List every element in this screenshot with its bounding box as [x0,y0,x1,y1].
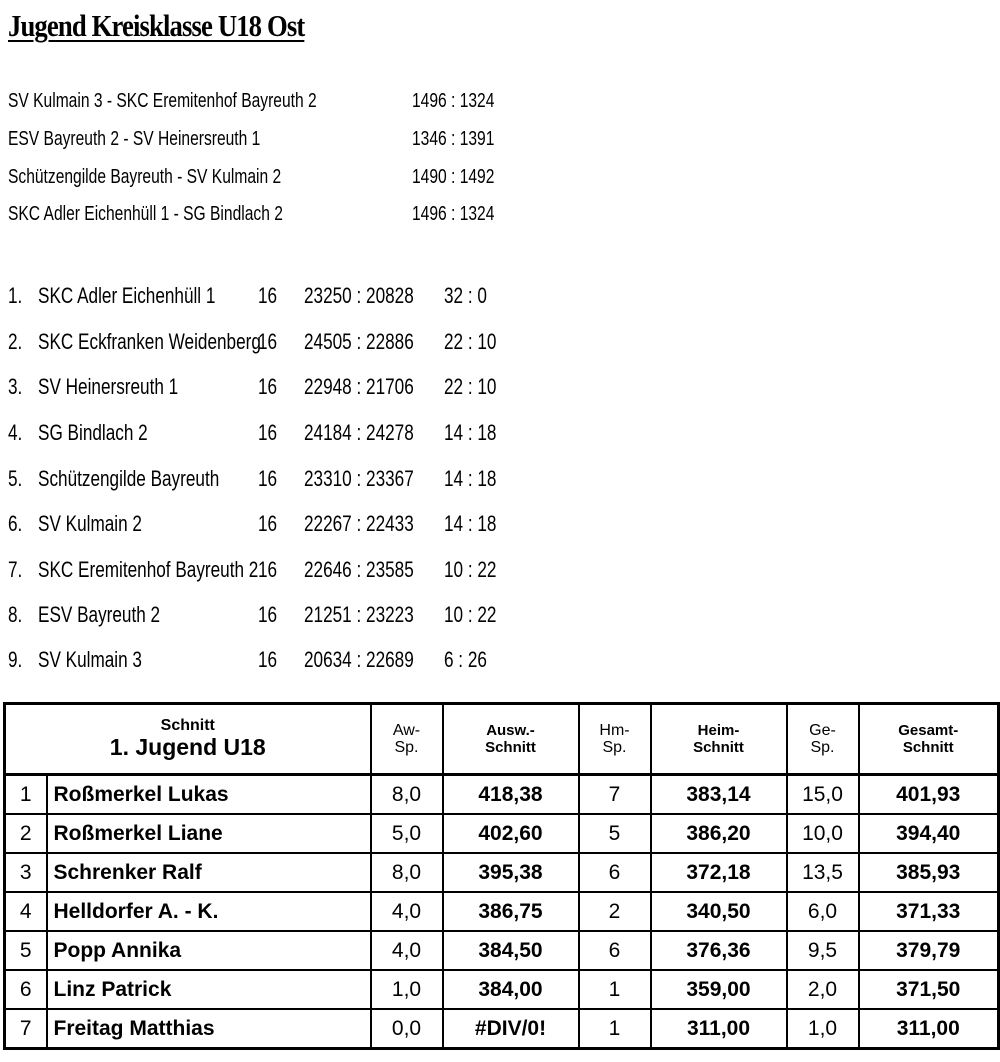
player-hm-sp: 5 [579,814,651,853]
player-aw-sp: 1,0 [371,970,443,1009]
player-aw-sp: 8,0 [371,775,443,815]
player-heim-schnitt: 359,00 [651,970,787,1009]
player-name: Schrenker Ralf [47,853,371,892]
player-name: Popp Annika [47,931,371,970]
header-hm-sp-line2: Sp. [602,739,627,756]
header-aw-sp [371,704,443,775]
player-hm-sp: 6 [579,931,651,970]
player-ge-sp: 15,0 [787,775,859,815]
player-heim-schnitt: 376,36 [651,931,787,970]
player-ge-sp: 6,0 [787,892,859,931]
standings-team: Schützengilde Bayreuth [38,466,220,491]
standings-rank: 4. [8,420,23,445]
standings-pins: 22267 : 22433 [304,511,414,536]
player-name: Roßmerkel Lukas [47,775,371,815]
player-gesamt-schnitt: 394,40 [859,814,999,853]
player-ge-sp: 2,0 [787,970,859,1009]
result-score: 1490 : 1492 [412,166,495,188]
player-average-table [3,702,1000,1050]
standings-games: 16 [258,647,278,672]
player-nr: 3 [5,853,47,892]
player-gesamt-schnitt: 385,93 [859,853,999,892]
standings-pins: 22646 : 23585 [304,557,414,582]
standings-games: 16 [258,557,278,582]
standings-rank: 3. [8,374,23,399]
standings-rank: 7. [8,557,23,582]
standings-team: SV Kulmain 3 [38,647,142,672]
table-row [5,775,999,815]
header-team-name: 1. Jugend U18 [109,734,266,760]
standings-team: SKC Adler Eichenhüll 1 [38,283,216,308]
player-nr: 6 [5,970,47,1009]
player-gesamt-schnitt: 311,00 [859,1009,999,1049]
standings-games: 16 [258,466,278,491]
result-teams: ESV Bayreuth 2 - SV Heinersreuth 1 [8,128,261,150]
standings-games: 16 [258,283,278,308]
standings-rank: 5. [8,466,23,491]
player-gesamt-schnitt: 371,33 [859,892,999,931]
player-heim-schnitt: 340,50 [651,892,787,931]
standings-rank: 6. [8,511,23,536]
player-gesamt-schnitt: 401,93 [859,775,999,815]
standings-rank: 1. [8,283,23,308]
player-name: Roßmerkel Liane [47,814,371,853]
player-name: Helldorfer A. - K. [47,892,371,931]
header-aw-sp-line2: Sp. [394,739,419,756]
player-nr: 5 [5,931,47,970]
standings-team: ESV Bayreuth 2 [38,602,161,627]
player-hm-sp: 6 [579,853,651,892]
standings-team: SKC Eremitenhof Bayreuth 2 [38,557,259,582]
player-heim-schnitt: 372,18 [651,853,787,892]
header-ausw-line2: Schnitt [485,739,536,756]
player-hm-sp: 1 [579,1009,651,1049]
standings-rank: 9. [8,647,23,672]
player-nr: 7 [5,1009,47,1049]
header-gesamt-line2: Schnitt [902,739,954,756]
player-hm-sp: 2 [579,892,651,931]
standings-points: 14 : 18 [444,511,497,536]
player-aw-sp: 0,0 [371,1009,443,1049]
standings-pins: 23310 : 23367 [304,466,414,491]
header-hm-sp [579,704,651,775]
header-schnitt-label: Schnitt [160,717,215,734]
player-heim-schnitt: 383,14 [651,775,787,815]
table-row [5,892,999,931]
page-title: Jugend Kreisklasse U18 Ost [8,8,305,43]
player-nr: 1 [5,775,47,815]
header-ausw-schnitt [443,704,579,775]
player-gesamt-schnitt: 371,50 [859,970,999,1009]
player-aw-sp: 8,0 [371,853,443,892]
standings-points: 10 : 22 [444,602,497,627]
standings-games: 16 [258,329,278,354]
standings-pins: 21251 : 23223 [304,602,414,627]
table-row [5,853,999,892]
standings-team: SV Kulmain 2 [38,511,142,536]
result-teams: SV Kulmain 3 - SKC Eremitenhof Bayreuth 2 [8,90,317,112]
player-ausw-schnitt: 384,50 [443,931,579,970]
result-teams: Schützengilde Bayreuth - SV Kulmain 2 [8,166,282,188]
standings-points: 6 : 26 [444,647,487,672]
header-team [5,704,371,775]
table-row [5,970,999,1009]
standings-points: 10 : 22 [444,557,497,582]
result-teams: SKC Adler Eichenhüll 1 - SG Bindlach 2 [8,203,283,225]
player-ge-sp: 9,5 [787,931,859,970]
player-ge-sp: 13,5 [787,853,859,892]
player-name: Freitag Matthias [47,1009,371,1049]
player-aw-sp: 4,0 [371,892,443,931]
player-nr: 4 [5,892,47,931]
standings-points: 22 : 10 [444,374,497,399]
standings-pins: 22948 : 21706 [304,374,414,399]
header-gesamt-schnitt [859,704,999,775]
standings-pins: 24505 : 22886 [304,329,414,354]
standings-team: SG Bindlach 2 [38,420,148,445]
player-nr: 2 [5,814,47,853]
header-heim-schnitt [651,704,787,775]
result-score: 1346 : 1391 [412,128,495,150]
header-aw-sp-line1: Aw- [392,722,421,739]
table-row [5,814,999,853]
standings-rank: 8. [8,602,23,627]
standings-points: 32 : 0 [444,283,487,308]
player-ausw-schnitt: 384,00 [443,970,579,1009]
header-heim-line2: Schnitt [693,739,744,756]
standings-games: 16 [258,374,278,399]
player-ausw-schnitt: #DIV/0! [443,1009,579,1049]
player-heim-schnitt: 311,00 [651,1009,787,1049]
player-heim-schnitt: 386,20 [651,814,787,853]
standings-team: SV Heinersreuth 1 [38,374,179,399]
player-ausw-schnitt: 395,38 [443,853,579,892]
result-score: 1496 : 1324 [412,203,495,225]
player-ausw-schnitt: 402,60 [443,814,579,853]
player-aw-sp: 5,0 [371,814,443,853]
standings-team: SKC Eckfranken Weidenberg [38,329,261,354]
header-gesamt-line1: Gesamt- [898,722,959,739]
standings-rank: 2. [8,329,23,354]
player-ausw-schnitt: 418,38 [443,775,579,815]
player-ge-sp: 1,0 [787,1009,859,1049]
standings-points: 14 : 18 [444,466,497,491]
header-hm-sp-line1: Hm- [599,722,630,739]
standings-pins: 20634 : 22689 [304,647,414,672]
header-ge-sp [787,704,859,775]
standings-games: 16 [258,511,278,536]
header-ge-sp-line2: Sp. [810,739,835,756]
player-ge-sp: 10,0 [787,814,859,853]
standings-points: 14 : 18 [444,420,497,445]
player-hm-sp: 7 [579,775,651,815]
table-row [5,931,999,970]
table-header-row [5,704,999,775]
standings-games: 16 [258,420,278,445]
player-aw-sp: 4,0 [371,931,443,970]
player-ausw-schnitt: 386,75 [443,892,579,931]
standings-pins: 23250 : 20828 [304,283,414,308]
header-ge-sp-line1: Ge- [809,722,836,739]
table-row [5,1009,999,1049]
player-name: Linz Patrick [47,970,371,1009]
player-gesamt-schnitt: 379,79 [859,931,999,970]
header-heim-line1: Heim- [697,722,740,739]
standings-points: 22 : 10 [444,329,497,354]
header-ausw-line1: Ausw.- [486,722,535,739]
player-hm-sp: 1 [579,970,651,1009]
standings-pins: 24184 : 24278 [304,420,414,445]
result-score: 1496 : 1324 [412,90,495,112]
standings-games: 16 [258,602,278,627]
